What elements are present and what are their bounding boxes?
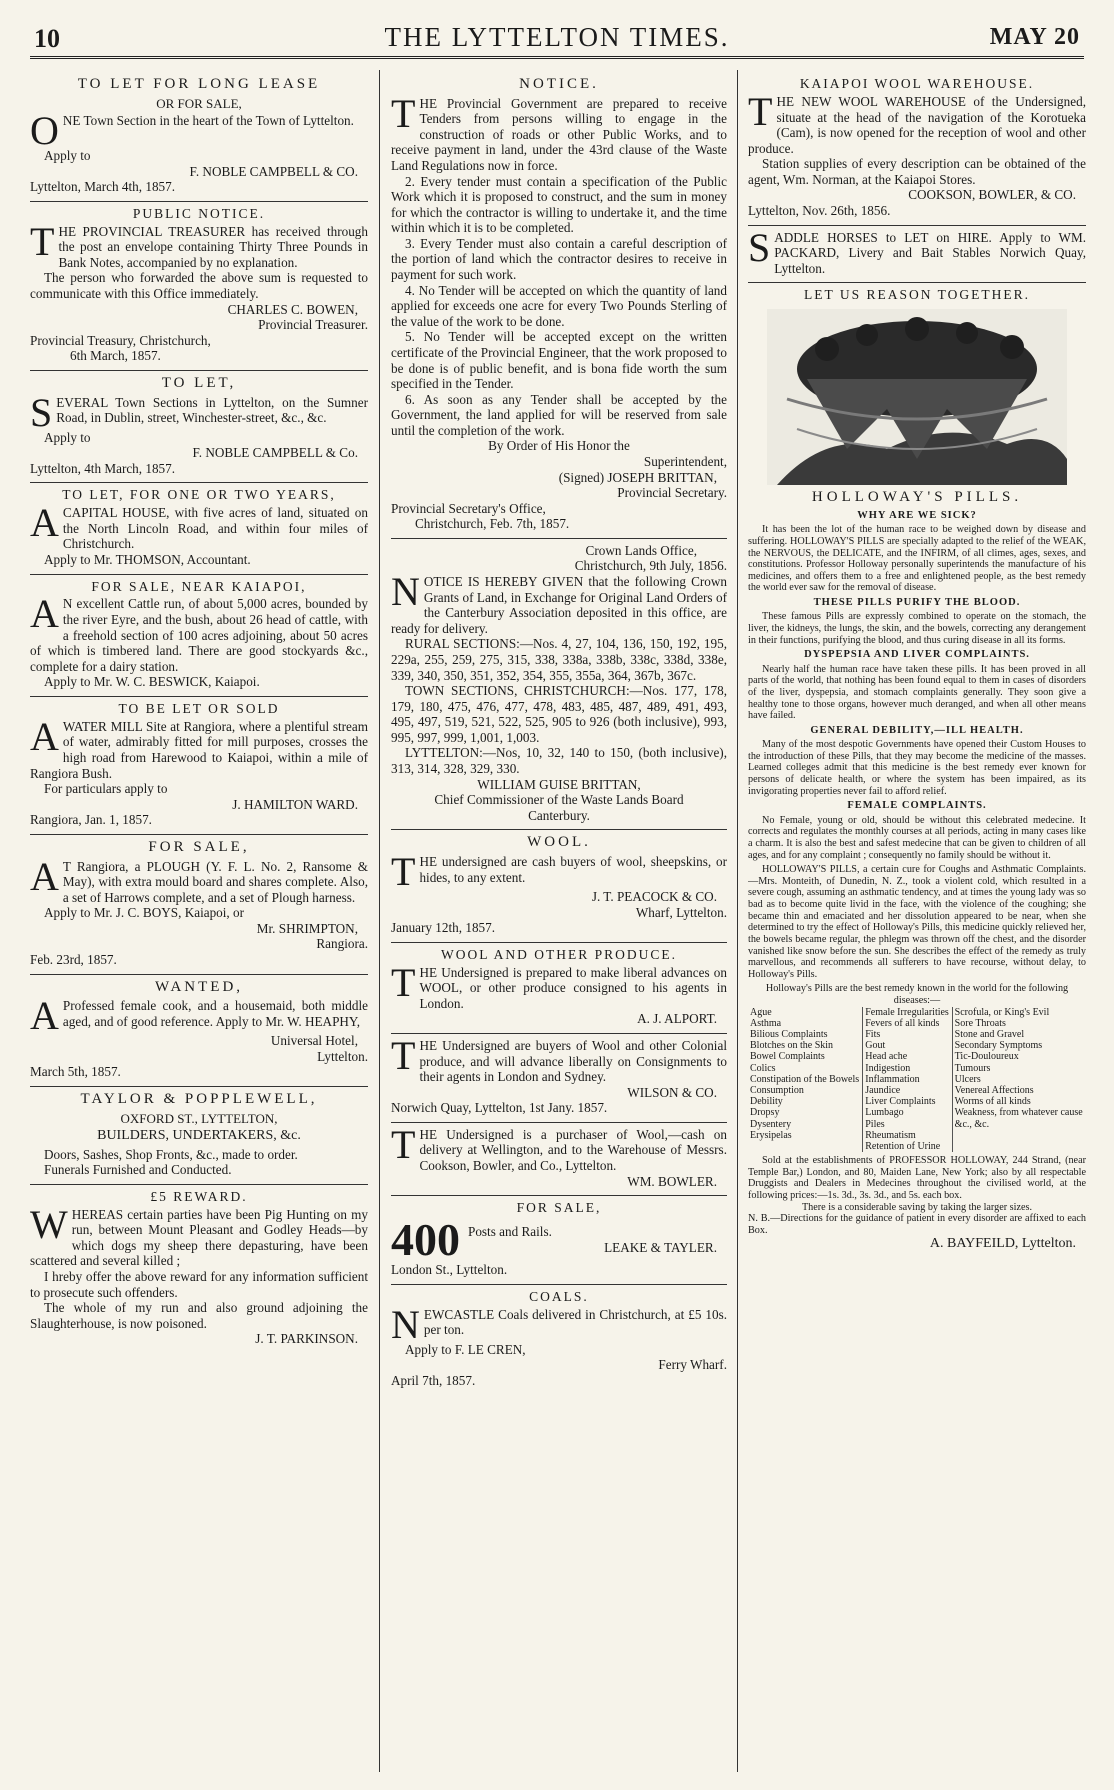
- ad-subheading: OR FOR SALE,: [156, 95, 242, 111]
- disease-item: Jaundice: [865, 1084, 901, 1096]
- ad-date: Christchurch, Feb. 7th, 1857.: [415, 516, 570, 532]
- ad-body: WATER MILL Site at Rangiora, where a plentiful stream of water, admirably fitted for mill purposes, crosses the high road from Harewood to Kaiapoi, within a mile of Rangiora Bush.: [30, 718, 368, 781]
- ad-body: Posts and Rails.: [468, 1224, 552, 1240]
- ad-wanted: [30, 975, 368, 1087]
- issue-date: MAY 20: [989, 24, 1080, 50]
- drop-cap: T: [748, 88, 773, 134]
- ad-heading: FOR SALE,: [516, 1200, 602, 1216]
- disease-item: Constipation of the Bowels: [750, 1073, 860, 1085]
- ad-apply: Apply to: [44, 429, 91, 445]
- ad-heading: TO LET FOR LONG LEASE: [77, 76, 321, 92]
- ad-body: HE NEW WOOL WAREHOUSE of the Undersigned, situate at the head of the navigation of the Korotueka (Cam), is now opened for the reception of wool and other produce.: [748, 93, 1086, 156]
- ad-apply: For particulars apply to: [44, 781, 168, 797]
- column-right: [748, 72, 1086, 1772]
- ad-posts-rails: [391, 1196, 727, 1285]
- disease-item: Dysentery: [750, 1118, 792, 1130]
- ad-signature: Universal Hotel,: [270, 1033, 358, 1049]
- ad-reward: [30, 1185, 368, 1353]
- ad-heading: WANTED,: [154, 978, 244, 995]
- ad-plough: [30, 835, 368, 975]
- disease-item: Colics: [750, 1062, 776, 1074]
- engraving-illustration: [767, 309, 1067, 485]
- drop-cap: S: [30, 389, 53, 435]
- drop-cap: A: [30, 853, 59, 899]
- ad-body: HE Undersigned is a purchaser of Wool,—cash on delivery at Wellington, and to the Warehouse of Messrs. Cookson, Bowler, and Co., Lyttelton.: [419, 1126, 727, 1173]
- ad-signature: F. NOBLE CAMPBELL & CO.: [189, 163, 358, 179]
- disease-item: Sore Throats: [954, 1017, 1006, 1029]
- ad-quantity: 400: [391, 1214, 460, 1266]
- ad-taylor-popplewell: [30, 1087, 368, 1185]
- ad-sold-at: Sold at the establishments of PROFESSOR HOLLOWAY, 244 Strand, (near Temple Bar,) London, and 80, Maiden Lane, New York; also by all respectable Druggists and Dealers in Medecines throughout the civilised world, at the following prices:—1s. 3d., 3s. 3d., and 5s. each box.: [748, 1155, 1086, 1201]
- ad-place: Wharf, Lyttelton.: [635, 904, 727, 920]
- ad-signature: WILLIAM GUISE BRITTAN,: [477, 776, 641, 792]
- disease-item: Female Irregularities: [865, 1006, 949, 1018]
- ad-saddle-horses: [748, 226, 1086, 284]
- disease-item: Liver Complaints: [865, 1096, 936, 1108]
- ad-cattle-run: [30, 575, 368, 697]
- ad-heading: PUBLIC NOTICE.: [132, 205, 266, 221]
- ad-apply: Apply to Mr. THOMSON, Accountant.: [44, 551, 251, 567]
- disease-item: Piles: [865, 1118, 885, 1130]
- ad-body: Doors, Sashes, Shop Fronts, &c., made to order.: [44, 1146, 298, 1162]
- ad-place: Ferry Wharf.: [658, 1357, 727, 1373]
- ad-heading: TO LET,: [161, 374, 237, 391]
- drop-cap: T: [391, 848, 416, 894]
- ad-signature-title: Chief Commissioner of the Waste Lands Board: [434, 792, 684, 808]
- disease-item: Inflammation: [865, 1073, 920, 1085]
- drop-cap: A: [30, 591, 59, 637]
- ad-body: It has been the lot of the human race to be weighed down by disease and suffering. HOLLOWAY'S PILLS are specially adapted to the relief of the WEAK, the NERVOUS, the DELICATE, and the INFIRM, of all climes, ages, sexes, and constitutions. Professor Holloway personally superintends the manufacture of his medicines, and offers them to a free and enlightened people, as the best remedy the world ever saw for the removal of disease.: [748, 524, 1086, 594]
- disease-item: Ulcers: [954, 1073, 981, 1085]
- ad-place: Provincial Treasury, Christchurch,: [30, 332, 211, 348]
- ad-trade: BUILDERS, UNDERTAKERS, &c.: [97, 1128, 301, 1144]
- ad-body: I hreby offer the above reward for any information sufficient to prosecute such offenders.: [30, 1268, 368, 1300]
- disease-column: [863, 1007, 952, 1152]
- masthead-bar: [30, 20, 1084, 59]
- ad-body: EVERAL Town Sections in Lyttelton, on the Sumner Road, in Dublin, street, Winchester-street, &c., &c.: [56, 394, 368, 426]
- ad-heading: NOTICE.: [519, 76, 599, 92]
- ad-office: Crown Lands Office,: [585, 542, 697, 558]
- lyttelton-sections: LYTTELTON:—Nos, 10, 32, 140 to 150, (both inclusive), 313, 314, 328, 329, 330.: [391, 745, 727, 776]
- rural-sections: RURAL SECTIONS:—Nos. 4, 27, 104, 136, 150, 192, 195, 229a, 255, 259, 275, 315, 338, 338a, 338b, 338c, 338d, 338e, 339, 340, 350, 351, 352, 354, 355, 355a, 364, 367b, 367c.: [391, 636, 727, 683]
- disease-table-intro: Holloway's Pills are the best remedy known in the world for the following diseases:—: [765, 983, 1069, 1007]
- section-heading: DYSPEPSIA AND LIVER COMPLAINTS.: [804, 649, 1030, 661]
- section-heading: THESE PILLS PURIFY THE BLOOD.: [813, 597, 1021, 609]
- ad-body: These famous Pills are expressly combined to operate on the stomach, the liver, the kidneys, the lungs, the skin, and the bowels, correcting any derangement in their functions, purifying the blood, and thus curing disease in all its forms.: [748, 611, 1086, 646]
- ad-signature: F. NOBLE CAMPBELL & Co.: [192, 445, 358, 461]
- ad-date: Lyttelton, 4th March, 1857.: [30, 460, 176, 476]
- drop-cap: T: [391, 959, 416, 1005]
- section-heading: GENERAL DEBILITY,—ILL HEALTH.: [810, 724, 1024, 736]
- ad-clause: 4. No Tender will be accepted on which the quantity of land applied for exceeds one acre for every Two Pounds Sterling of the value of the work to be done.: [391, 282, 727, 329]
- ad-signature: CHARLES C. BOWEN,: [227, 301, 358, 317]
- ad-heading: COALS.: [529, 1288, 589, 1304]
- drop-cap: T: [391, 1121, 416, 1167]
- column-divider: [379, 70, 380, 1772]
- disease-item: Worms of all kinds: [954, 1096, 1031, 1108]
- disease-column: [952, 1007, 1086, 1152]
- disease-item: Blotches on the Skin: [750, 1040, 834, 1052]
- ad-signature: WM. BOWLER.: [627, 1173, 717, 1189]
- ad-clause: 5. No Tender will be accepted except on the written certificate of the Provincial Engineer, that the work proposed to be done is of public benefit, and is bona fide worth the sum specified in the Tender.: [391, 329, 727, 392]
- ad-place: Lyttelton.: [317, 1048, 368, 1064]
- ad-body: HE Provincial Government are prepared to receive Tenders from persons willing to engage in the construction of roads or other Public Works, and to receive payment in land, under the 43rd clause of the Waste Land Regulations now in force.: [391, 95, 727, 173]
- drop-cap: T: [391, 1032, 416, 1078]
- ad-signature: J. T. PARKINSON.: [255, 1331, 358, 1347]
- ad-order: By Order of His Honor the: [488, 438, 630, 454]
- disease-item: Rheumatism: [865, 1129, 916, 1141]
- ad-clause: 3. Every Tender must also contain a careful description of the portion of land which the contractor desires to receive in payment for such work.: [391, 235, 727, 283]
- disease-item: Tumours: [954, 1062, 991, 1074]
- ad-date: 6th March, 1857.: [70, 348, 161, 364]
- ad-heading: FOR SALE, NEAR KAIAPOI,: [91, 578, 307, 594]
- column-middle: [391, 72, 727, 1772]
- ad-wool-produce: [391, 943, 727, 1034]
- ad-heading: LET US REASON TOGETHER.: [803, 287, 1030, 303]
- drop-cap: T: [30, 218, 55, 264]
- ad-body: The whole of my run and also ground adjoining the Slaughterhouse, is now poisoned.: [30, 1300, 368, 1331]
- town-sections: TOWN SECTIONS, CHRISTCHURCH:—Nos. 177, 178, 179, 180, 475, 476, 477, 478, 483, 485, 487, 489, 491, 493, 495, 497, 519, 521, 522, 525, 905 to 926 (both inclusive), 993, 995, 997, 999, 1,001, 1,003.: [391, 683, 727, 745]
- ad-signature: (Signed) JOSEPH BRITTAN,: [558, 469, 717, 485]
- ad-body: N excellent Cattle run, of about 5,000 acres, bounded by the river Eyre, and the bush, about 26 head of cattle, with a freehold section of 100 acres adjoining, about 50 acres of which is timbered land. There are good stockyards &c., complete for a dairy station.: [30, 596, 368, 674]
- ad-address: OXFORD ST., LYTTELTON,: [120, 1110, 278, 1126]
- ad-date: Rangiora, Jan. 1, 1857.: [30, 812, 152, 828]
- disease-item: Scrofula, or King's Evil: [954, 1006, 1050, 1018]
- ad-body: HE Undersigned is prepared to make liberal advances on WOOL, or other produce consigned to his agents in London.: [419, 964, 727, 1011]
- section-heading: WHY ARE WE SICK?: [857, 509, 977, 521]
- ad-wool: [391, 830, 727, 942]
- ad-heading: FOR SALE,: [148, 838, 250, 855]
- ad-signature: LEAKE & TAYLER.: [604, 1239, 717, 1255]
- ad-date: Feb. 23rd, 1857.: [30, 952, 117, 968]
- drop-cap: A: [30, 500, 59, 546]
- disease-item: Debility: [750, 1096, 783, 1108]
- ad-heading: WOOL.: [527, 834, 591, 851]
- disease-item: Retention of Urine: [865, 1140, 941, 1152]
- ad-body: Many of the most despotic Governments have opened their Custom Houses to the introduction of these Pills, that they may become the medicine of the masses. Learned colleges admit that this medicine is the best remedy ever known for persons of delicate health, or where the system has been impaired, as its invigorating properties never fail to afford relief.: [748, 739, 1086, 797]
- disease-table: [748, 1007, 1086, 1152]
- ad-body: HE undersigned are cash buyers of wool, sheepskins, or hides, to any extent.: [419, 853, 727, 885]
- disease-item: Dropsy: [750, 1107, 780, 1119]
- ad-date: March 5th, 1857.: [30, 1064, 121, 1080]
- ad-date: Lyttelton, Nov. 26th, 1856.: [748, 202, 891, 218]
- ad-signature: J. HAMILTON WARD.: [232, 796, 358, 812]
- disease-item: &c., &c.: [954, 1118, 990, 1130]
- ad-body: NE Town Section in the heart of the Town of Lyttelton.: [62, 113, 354, 129]
- ad-clause: 6. As soon as any Tender shall be accepted by the Government, the land applied for will be reserved from sale until the completion of the work.: [391, 391, 727, 438]
- ad-heading: KAIAPOI WOOL WAREHOUSE.: [799, 76, 1035, 91]
- ad-body: OTICE IS HEREBY GIVEN that the following Crown Grants of Land, in Exchange for Original Land Orders of the Canterbury Association deposited in this office, are ready for delivery.: [391, 574, 727, 636]
- drop-cap: W: [30, 1201, 68, 1247]
- disease-item: Stone and Gravel: [954, 1029, 1025, 1041]
- ad-body: CAPITAL HOUSE, with five acres of land, situated on the North Lincoln Road, and within four miles of Christchurch.: [62, 505, 368, 552]
- ad-wool-warehouse: [748, 72, 1086, 226]
- disease-item: Indigestion: [865, 1062, 911, 1074]
- ad-place: Provincial Secretary's Office,: [391, 500, 546, 516]
- ad-heading: HOLLOWAY'S PILLS.: [811, 489, 1023, 506]
- ad-signature: WILSON & CO.: [627, 1084, 717, 1100]
- ad-date: Christchurch, 9th July, 1856.: [574, 558, 727, 574]
- ad-coals: [391, 1285, 727, 1395]
- ad-heading: TAYLOR & POPPLEWELL,: [80, 1091, 318, 1108]
- ad-order: Superintendent,: [643, 453, 727, 469]
- ad-date: Lyttelton, March 4th, 1857.: [30, 179, 176, 195]
- drop-cap: A: [30, 993, 59, 1039]
- ad-body: HE PROVINCIAL TREASURER has received through the post an envelope containing Thirty Three Pounds in Bank Notes, accompanied by no explanation.: [58, 223, 368, 270]
- ad-nb: N. B.—Directions for the guidance of patient in every disorder are affixed to each Box.: [748, 1213, 1086, 1236]
- ad-body: HEREAS certain parties have been Pig Hunting on my run, between Mount Pleasant and Godley Heads—by which dogs my sheep there depasturing, have been scattered and several killed ;: [30, 1206, 368, 1269]
- ad-heading: TO BE LET OR SOLD: [118, 700, 280, 716]
- ad-apply: Apply to Mr. W. C. BESWICK, Kaiapoi.: [44, 674, 260, 690]
- disease-item: Lumbago: [865, 1107, 904, 1119]
- ad-bowler: [391, 1123, 727, 1196]
- disease-column: [748, 1007, 863, 1152]
- ad-signature: A. BAYFEILD, Lyttelton.: [929, 1236, 1076, 1252]
- disease-item: Gout: [865, 1040, 886, 1052]
- ad-signature: J. T. PEACOCK & CO.: [591, 888, 717, 904]
- disease-item: Bilious Complaints: [750, 1029, 828, 1041]
- ad-heading: £5 REWARD.: [150, 1188, 248, 1204]
- ad-signature: Mr. SHRIMPTON,: [256, 920, 358, 936]
- page-number: 10: [34, 24, 60, 53]
- ad-date: January 12th, 1857.: [391, 920, 496, 936]
- ad-signature: COOKSON, BOWLER, & CO.: [908, 187, 1076, 203]
- ad-capital-house: [30, 483, 368, 574]
- ad-place: Rangiora.: [316, 936, 368, 952]
- ad-long-lease: [30, 72, 368, 202]
- drop-cap: N: [391, 569, 420, 615]
- ad-body: The person who forwarded the above sum is requested to communicate with this Office immediately.: [30, 270, 368, 301]
- column-divider: [737, 70, 738, 1772]
- ad-place: Canterbury.: [528, 807, 590, 823]
- ad-body: EWCASTLE Coals delivered in Christchurch, at £5 10s. per ton.: [423, 1306, 727, 1338]
- ad-to-let: [30, 371, 368, 483]
- disease-item: Consumption: [750, 1084, 804, 1096]
- ad-date: April 7th, 1857.: [391, 1372, 476, 1388]
- ad-body: T Rangiora, a PLOUGH (Y. F. L. No. 2, Ransome & May), with extra mould board and shares complete. Also, a set of Harrows complete, and a set of Plough harness.: [62, 858, 368, 905]
- ad-water-mill: [30, 697, 368, 835]
- disease-item: Fevers of all kinds: [865, 1017, 940, 1029]
- ad-body: No Female, young or old, should be without this celebrated medecine. It corrects and regulates the monthly courses at all periods, acting in many cases like a charm. It is also the best and safest medecine that can be given to children of all ages, and for any complaint ; consequently no family should be without it.: [748, 814, 1086, 861]
- drop-cap: N: [391, 1301, 420, 1347]
- ad-wilson: [391, 1034, 727, 1123]
- ad-apply: Apply to F. LE CREN,: [405, 1341, 526, 1357]
- ad-apply: Apply to: [44, 148, 91, 164]
- ad-signature-title: Provincial Secretary.: [617, 485, 727, 501]
- disease-item: Secondary Symptoms: [954, 1040, 1043, 1052]
- ad-body: ADDLE HORSES to LET on HIRE. Apply to WM. PACKARD, Livery and Bait Stables Norwich Quay, Lyttelton.: [774, 229, 1086, 276]
- disease-item: Fits: [865, 1029, 881, 1041]
- ad-testimonial: HOLLOWAY'S PILLS, a certain cure for Coughs and Asthmatic Complaints.—Mrs. Monteith, of Dunedin, N. Z., took a violent cold, which resulted in a severe cough, assuming an asthmatic tendency, and at times the young lady was so bad as to become quite livid in the face, with the violence of the coughing; she became thin and emaciated and her dissolution appeared to be near, when she determined to try the effect of Holloway's Pills, this medicine quickly relieved her, the bowels became regular, the phlegm was thrown off the chest, and the disorder vanished like snow before the sun. She describes the effect of the remedy as truly marvellous, and recommends all sufferers to have recourse, without delay, to Holloway's Pills.: [748, 864, 1086, 980]
- section-heading: FEMALE COMPLAINTS.: [847, 800, 987, 812]
- column-left: [30, 72, 368, 1772]
- ad-public-notice: [30, 202, 368, 371]
- disease-item: Erysipelas: [750, 1129, 792, 1141]
- newspaper-title: THE LYTTELTON TIMES.: [384, 22, 730, 52]
- ad-apply: Apply to Mr. J. C. BOYS, Kaiapoi, or: [44, 905, 245, 921]
- ad-body: Professed female cook, and a housemaid, both middle aged, and of good reference. Apply to Mr. W. HEAPHY,: [62, 998, 368, 1029]
- ad-body: HE Undersigned are buyers of Wool and other Colonial produce, and will advance liberally on Consignments to their agents in London and Sydney.: [419, 1037, 727, 1085]
- ad-signature-title: Provincial Treasurer.: [258, 317, 368, 333]
- ad-body: Funerals Furnished and Conducted.: [44, 1162, 232, 1178]
- disease-item: Tic-Douloureux: [954, 1051, 1019, 1063]
- ad-tender-notice: [391, 72, 727, 539]
- disease-item: Venereal Affections: [954, 1084, 1034, 1096]
- ad-date: Norwich Quay, Lyttelton, 1st Jany. 1857.: [391, 1100, 608, 1116]
- disease-item: Bowel Complaints: [750, 1051, 825, 1063]
- ad-holloways-pills: [748, 283, 1086, 1259]
- ad-clause: 2. Every tender must contain a specification of the Public Work which it is proposed to construct, and the sum in money for which the contractor is willing to undertake it, and the time within which it is to be completed.: [391, 173, 727, 236]
- disease-item: Weakness, from whatever cause: [954, 1107, 1083, 1119]
- ad-place: London St., Lyttelton.: [391, 1262, 508, 1278]
- disease-item: Asthma: [750, 1017, 782, 1029]
- ad-heading: TO LET, FOR ONE OR TWO YEARS,: [62, 487, 336, 503]
- drop-cap: A: [30, 713, 59, 759]
- ad-heading: WOOL AND OTHER PRODUCE.: [441, 946, 677, 962]
- ad-body: Station supplies of every description can be obtained of the agent, Wm. Norman, at the Kaiapoi Stores.: [748, 156, 1086, 187]
- drop-cap: O: [30, 108, 59, 154]
- drop-cap: T: [391, 90, 416, 136]
- disease-item: Ague: [750, 1006, 772, 1018]
- drop-cap: S: [748, 224, 771, 270]
- ad-saving-note: There is a considerable saving by taking the larger sizes.: [801, 1201, 1033, 1213]
- ad-body: Nearly half the human race have taken these pills. It has been proved in all parts of the world, that nothing has been found equal to them in cases of disorders of the liver, dyspepsia, and stomach complaints generally. They soon give a healthy tone to those organs, however much deranged, and when all other means have failed.: [748, 663, 1086, 722]
- ad-signature: A. J. ALPORT.: [637, 1011, 717, 1027]
- ad-crown-grants: [391, 539, 727, 830]
- disease-item: Head ache: [865, 1051, 908, 1063]
